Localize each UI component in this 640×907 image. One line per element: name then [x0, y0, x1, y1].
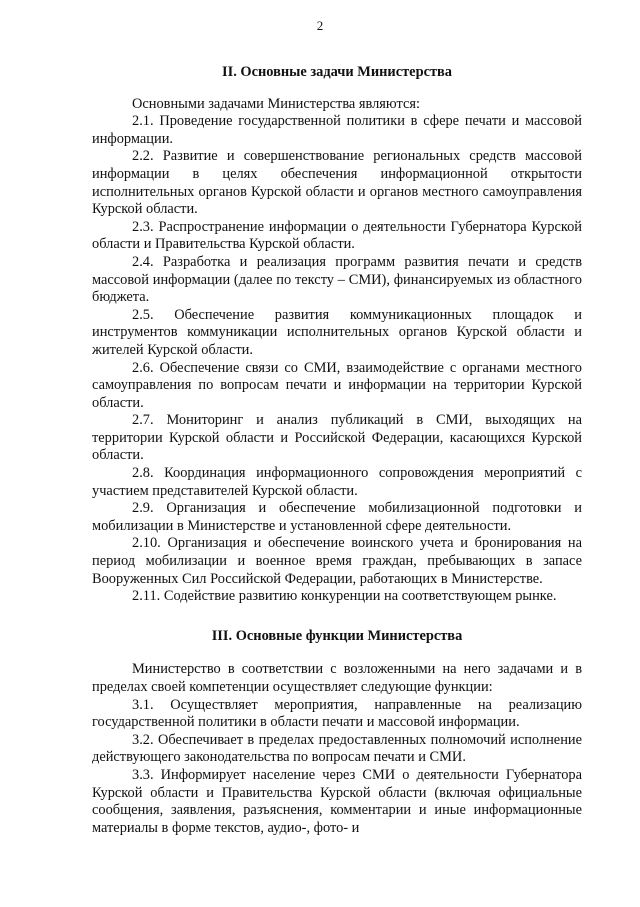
section-2-item: 2.7. Мониторинг и анализ публикаций в СМИ, выходящих на территории Курской области и Российской Федерации, касающихся Курской области. — [92, 412, 582, 464]
section-2-item: 2.8. Координация информационного сопровождения мероприятий с участием представителей Курской области. — [92, 465, 582, 499]
document-body — [92, 64, 582, 837]
section-2-item: 2.4. Разработка и реализация программ развития печати и средств массовой информации (далее по тексту – СМИ), финансируемых из областного бюджета. — [92, 253, 582, 306]
section-2-item: 2.5. Обеспечение развития коммуникационных площадок и инструментов коммуникации исполнительных органов Курской области и жителей Курской области. — [92, 306, 582, 358]
section-2-title: II. Основные задачи Министерства — [222, 64, 452, 80]
section-2-item: 2.1. Проведение государственной политики в сфере печати и массовой информации. — [92, 113, 582, 147]
section-2-item: 2.6. Обеспечение связи со СМИ, взаимодействие с органами местного самоуправления по вопросам печати и информации на территории Курской области. — [92, 359, 582, 411]
section-2-item: 2.10. Организация и обеспечение воинского учета и бронирования на период мобилизации и военное время граждан, пребывающих в запасе Вооруженных Сил Российской Федерации, работающих в Министерстве. — [92, 535, 582, 587]
section-3-intro: Министерство в соответствии с возложенными на него задачами и в пределах своей компетенции осуществляет следующие функции: — [92, 661, 582, 695]
section-3-title: III. Основные функции Министерства — [211, 627, 463, 644]
section-2-item: 2.9. Организация и обеспечение мобилизационной подготовки и мобилизации в Министерстве и установленной сфере деятельности. — [92, 500, 582, 534]
section-3-item: 3.1. Осуществляет мероприятия, направленные на реализацию государственной политики в области печати и массовой информации. — [92, 696, 582, 731]
section-2-intro: Основными задачами Министерства являются: — [132, 95, 420, 112]
section-3-item: 3.3. Информирует население через СМИ о деятельности Губернатора Курской области и Правительства Курской области (включая официальные сообщения, заявления, разъяснения, комментарии и иные информационные материалы в форме текстов, аудио-, фото- и — [92, 766, 582, 836]
page-number: 2 — [316, 18, 324, 33]
section-3-item: 3.2. Обеспечивает в пределах предоставленных полномочий исполнение действующего законодательства по вопросам печати и СМИ. — [92, 731, 582, 766]
section-2-item: 2.3. Распространение информации о деятельности Губернатора Курской области и Правительства Курской области. — [92, 218, 582, 253]
section-2-item: 2.11. Содействие развитию конкуренции на соответствующем рынке. — [132, 588, 557, 605]
section-2-item: 2.2. Развитие и совершенствование региональных средств массовой информации в целях обеспечения информационной открытости исполнительных органов Курской области и органов местного самоуправления Курской области. — [92, 148, 582, 218]
